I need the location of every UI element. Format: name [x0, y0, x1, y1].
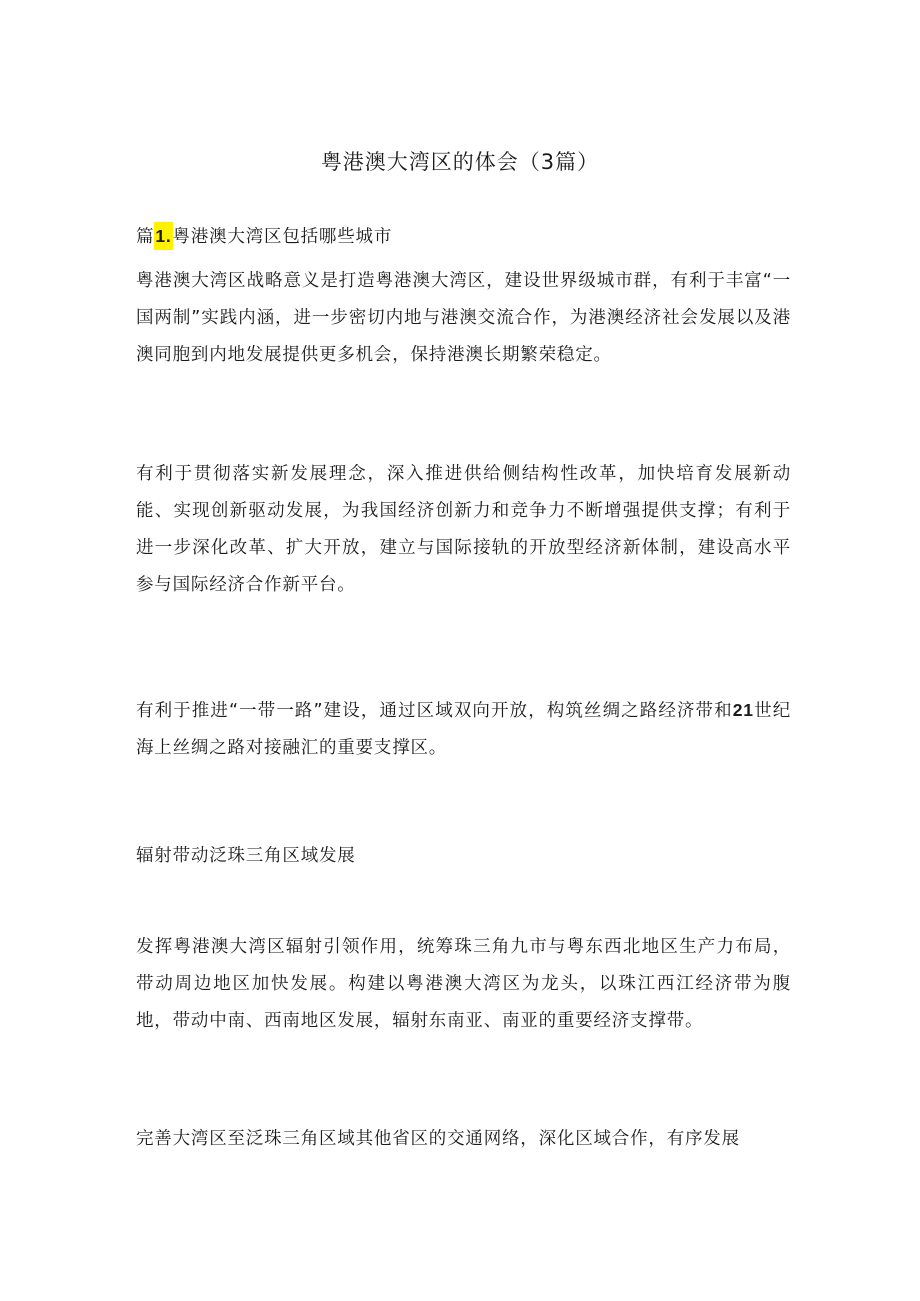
subheading: 辐射带动泛珠三角区域发展 — [136, 846, 356, 866]
paragraph-2: 有利于贯彻落实新发展理念，深入推进供给侧结构性改革，加快培育发展新动能、实现创新驱动发展，为我国经济创新力和竞争力不断增强提供支撑；有利于进一步深化改革、扩大开放，建立与国际接轨的开放型经济新体制，建设高水平参与国际经济合作新平台。 — [136, 464, 791, 595]
section-1-heading-line — [136, 218, 791, 256]
document-title: 粤港澳大湾区的体会（3篇） — [320, 150, 600, 174]
paragraph-1: 粤港澳大湾区战略意义是打造粤港澳大湾区，建设世界级城市群，有利于丰富“一国两制”实践内涵，进一步密切内地与港澳交流合作，为港澳经济社会发展以及港澳同胞到内地发展提供更多机会，保持港澳长期繁荣稳定。 — [136, 271, 791, 365]
paragraph-3-line-1: 有利于推进“一带一路”建设，通过区域双向开放，构筑丝绸之路经济带和 — [136, 701, 733, 721]
section-prefix: 篇 — [136, 227, 155, 247]
paragraph-3 — [136, 692, 791, 767]
section-1-heading: 粤港澳大湾区包括哪些城市 — [172, 227, 393, 247]
paragraph-3-line-2: 世纪海上丝绸之路对接融汇的重要支撑区。 — [136, 701, 791, 758]
section-number-highlight: 1. — [154, 222, 172, 250]
paragraph-5: 完善大湾区至泛珠三角区域其他省区的交通网络，深化区域合作，有序发展 — [136, 1129, 740, 1149]
paragraph-3-number: 21 — [732, 700, 754, 720]
paragraph-4: 发挥粤港澳大湾区辐射引领作用，统筹珠三角九市与粤东西北地区生产力布局，带动周边地区加快发展。构建以粤港澳大湾区为龙头，以珠江西江经济带为腹地，带动中南、西南地区发展，辐射东南亚、南亚的重要经济支撑带。 — [136, 937, 791, 1031]
